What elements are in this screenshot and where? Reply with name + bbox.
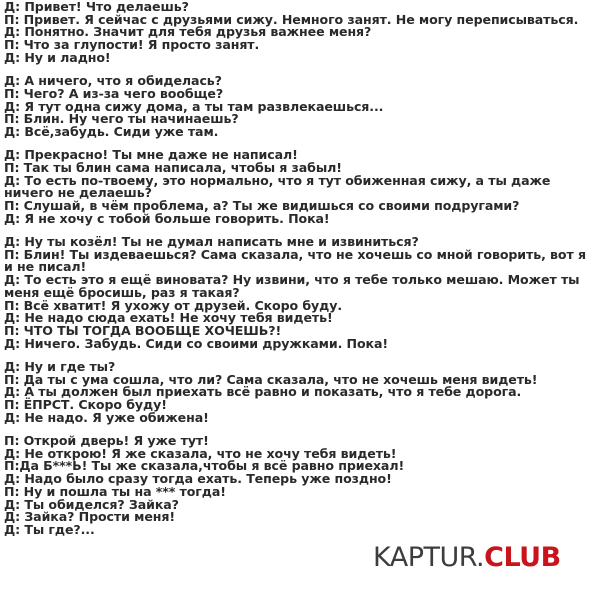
dialogue-line: Д: То есть по-твоему, это нормально, что я тут обиженная сижу, а ты даже ничего не делаешь? [4, 172, 555, 201]
dialogue-block [4, 435, 598, 537]
dialogue-line: Д: Прекрасно! Ты мне даже не написал! [4, 147, 298, 163]
dialogue-line: П: ЁПРСТ. Скоро буду! [4, 397, 167, 413]
dialogue-line: П: Ну и пошла ты на *** тогда! [4, 483, 226, 499]
dialogue-line: П: Слушай, в чём проблема, а? Ты же видишься со своими подругами? [4, 198, 520, 214]
dialogue-line: Д: Привет! Что делаешь? [4, 0, 189, 14]
dialogue-line: Д: Я не хочу с тобой больше говорить. Пока! [4, 210, 330, 226]
watermark-part2: CLUB [484, 542, 561, 573]
dialogue-line: Д: Не надо сюда ехать! Не хочу тебя видеть! [4, 310, 333, 326]
dialogue-line: Д: Не открою! Я же сказала, что не хочу тебя видеть! [4, 445, 397, 461]
dialogue-line: П: Чего? А из-за чего вообще? [4, 85, 224, 101]
dialogue-line: П: Что за глупости! Я просто занят. [4, 37, 260, 53]
dialogue-line: П: Всё хватит! Я ухожу от друзей. Скоро буду. [4, 297, 343, 313]
dialogue-line: П: Привет. Я сейчас с друзьями сижу. Немного занят. Не могу переписываться. [4, 11, 579, 27]
dialogue-line: Д: Зайка? Прости меня! [4, 509, 175, 525]
dialogue-line: П: ЧТО ТЫ ТОГДА ВООБЩЕ ХОЧЕШЬ?! [4, 322, 282, 338]
dialogue-line: Д: А ты должен был приехать всё равно и показать, что я тебе дорога. [4, 384, 522, 400]
dialogue-text [4, 1, 598, 547]
dialogue-line: Д: Надо было сразу тогда ехать. Теперь уже поздно! [4, 471, 392, 487]
dialogue-line: Д: Ты где?... [4, 521, 95, 537]
dialogue-line: П: Блин! Ты издеваешься? Сама сказала, что не хочешь со мной говорить, вот я и не писал! [4, 246, 591, 275]
dialogue-line: П:Да Б***Ь! Ты же сказала,чтобы я всё равно приехал! [4, 458, 405, 474]
dialogue-line: П: Так ты блин сама написала, чтобы я забыл! [4, 159, 342, 175]
dialogue-line: Д: Ну и где ты? [4, 358, 116, 374]
dialogue-line: Д: Не надо. Я уже обижена! [4, 409, 209, 425]
dialogue-block [4, 75, 598, 139]
dialogue-block [4, 149, 598, 225]
watermark-logo [373, 543, 561, 573]
dialogue-block [4, 236, 598, 350]
dialogue-line: Д: Всё,забудь. Сиди уже там. [4, 123, 219, 139]
dialogue-line: Д: А ничего, что я обиделась? [4, 73, 222, 89]
dialogue-block [4, 358, 598, 425]
dialogue-block [4, 1, 598, 65]
watermark-part1: KAPTUR. [373, 542, 485, 573]
dialogue-line: Д: Я тут одна сижу дома, а ты там развлекаешься... [4, 98, 384, 114]
dialogue-line: Д: Понятно. Значит для тебя друзья важнее меня? [4, 24, 372, 40]
dialogue-line: Д: То есть это я ещё виновата? Ну извини, что я тебе только мешаю. Может ты меня ещё бросишь, раз я такая? [4, 272, 584, 300]
dialogue-line: П: Открой дверь! Я уже тут! [4, 433, 209, 449]
dialogue-line: П: Да ты с ума сошла, что ли? Сама сказала, что не хочешь меня видеть! [4, 371, 538, 387]
dialogue-line: П: Блин. Ну чего ты начинаешь? [4, 111, 239, 127]
dialogue-line: Д: Ты обиделся? Зайка? [4, 496, 179, 512]
dialogue-line: Д: Ну и ладно! [4, 49, 111, 65]
dialogue-line: Д: Ну ты козёл! Ты не думал написать мне и извиниться? [4, 234, 419, 250]
dialogue-line: Д: Ничего. Забудь. Сиди со своими дружками. Пока! [4, 335, 389, 351]
